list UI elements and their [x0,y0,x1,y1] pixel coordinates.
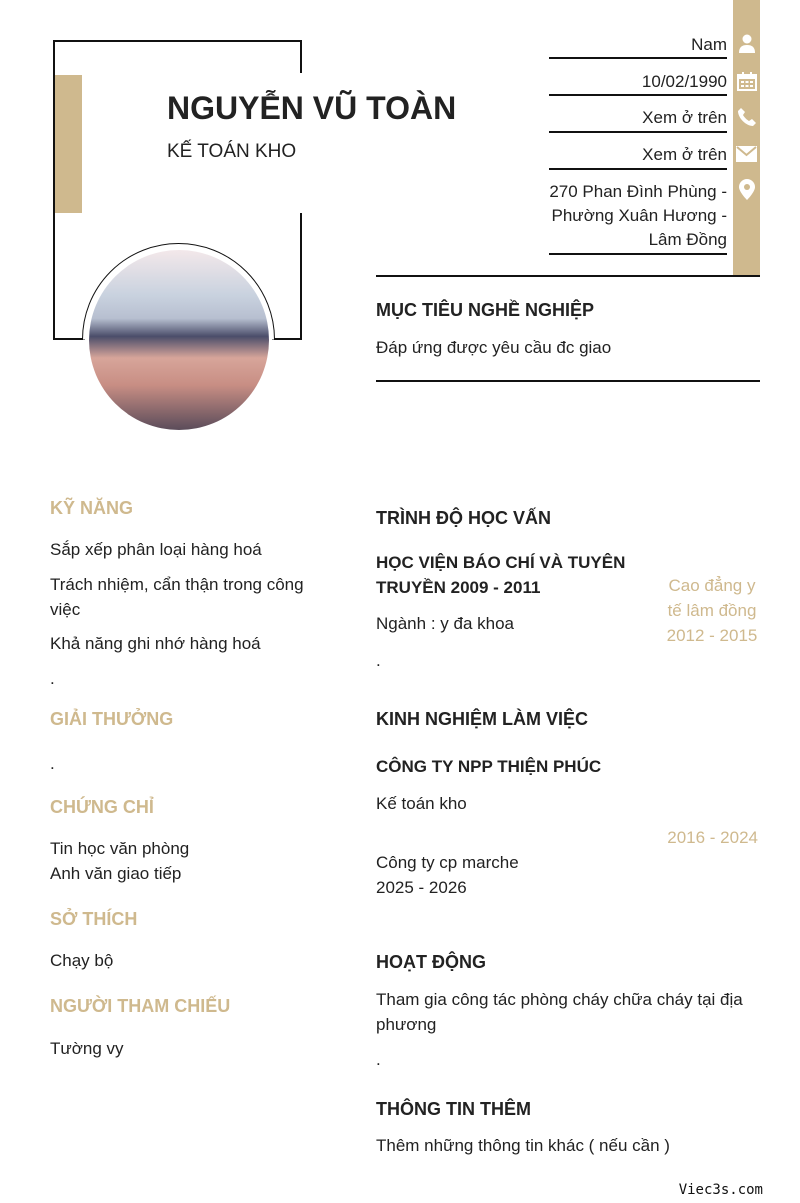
awards-text: . [50,754,55,773]
hobbies-title: SỞ THÍCH [50,909,138,929]
activities-text: Tham gia công tác phòng cháy chữa cháy tại địa phương [376,990,743,1034]
frame-line [53,338,85,340]
education-school: HỌC VIỆN BÁO CHÍ VÀ TUYÊN TRUYỀN 2009 - 2011 [376,553,626,597]
calendar-icon [736,70,757,91]
references-title: NGƯỜI THAM CHIẾU [50,996,231,1016]
awards-title: GIẢI THƯỞNG [50,709,174,729]
divider [549,253,727,255]
divider [376,275,760,277]
divider [549,131,727,133]
education-title: TRÌNH ĐỘ HỌC VẤN [376,508,551,528]
skill-item: Trách nhiệm, cẩn thận trong công việc [50,575,304,619]
full-name: NGUYỄN VŨ TOÀN [167,90,457,126]
experience-company: CÔNG TY NPP THIỆN PHÚC [376,757,602,776]
divider [549,57,727,59]
user-icon [736,33,757,54]
additional-text: Thêm những thông tin khác ( nếu cần ) [376,1136,670,1155]
experience-company2: Công ty cp marche [376,853,519,872]
certificate-item: Tin học văn phòng [50,839,190,858]
experience-title: KINH NGHIỆM LÀM VIỆC [376,709,589,729]
email: Xem ở trên [642,145,727,164]
job-title: KẾ TOÁN KHO [167,141,297,162]
gender: Nam [691,35,727,54]
divider [549,168,727,170]
skill-item: Khả năng ghi nhớ hàng hoá [50,634,261,653]
additional-title: THÔNG TIN THÊM [376,1099,531,1119]
objective-title: MỤC TIÊU NGHỀ NGHIỆP [376,300,595,320]
education-side: Cao đẳng y tế lâm đồng 2012 - 2015 [666,576,758,645]
education-major: Ngành : y đa khoa [376,614,514,633]
email-icon [736,143,757,164]
education-note: . [376,651,381,670]
skill-item: . [50,669,55,688]
frame-line [300,40,302,73]
frame-line [53,40,302,42]
activities-note: . [376,1050,381,1069]
frame-line [300,213,302,340]
activities-title: HOẠT ĐỘNG [376,952,486,972]
phone: Xem ở trên [642,108,727,127]
location-icon [736,179,757,200]
frame-line [272,338,302,340]
address: 270 Phan Đình Phùng - Phường Xuân Hương - Lâm Đồng [549,182,727,249]
experience-period2: 2025 - 2026 [376,878,467,897]
objective-text: Đáp ứng được yêu cầu đc giao [376,338,612,357]
experience-period: 2016 - 2024 [667,828,758,847]
accent-bar [55,75,82,213]
experience-role: Kế toán kho [376,794,467,813]
hobbies-text: Chạy bộ [50,951,114,970]
avatar [89,250,269,430]
skill-item: Sắp xếp phân loại hàng hoá [50,540,262,559]
phone-icon [736,106,757,127]
skills-title: KỸ NĂNG [50,498,134,518]
references-text: Tường vy [50,1039,124,1058]
birthday: 10/02/1990 [641,72,727,91]
certificate-item: Anh văn giao tiếp [50,864,182,883]
certificates-title: CHỨNG CHỈ [50,797,154,817]
divider [549,94,727,96]
watermark: Viec3s.com [678,1182,763,1198]
divider [376,380,760,382]
